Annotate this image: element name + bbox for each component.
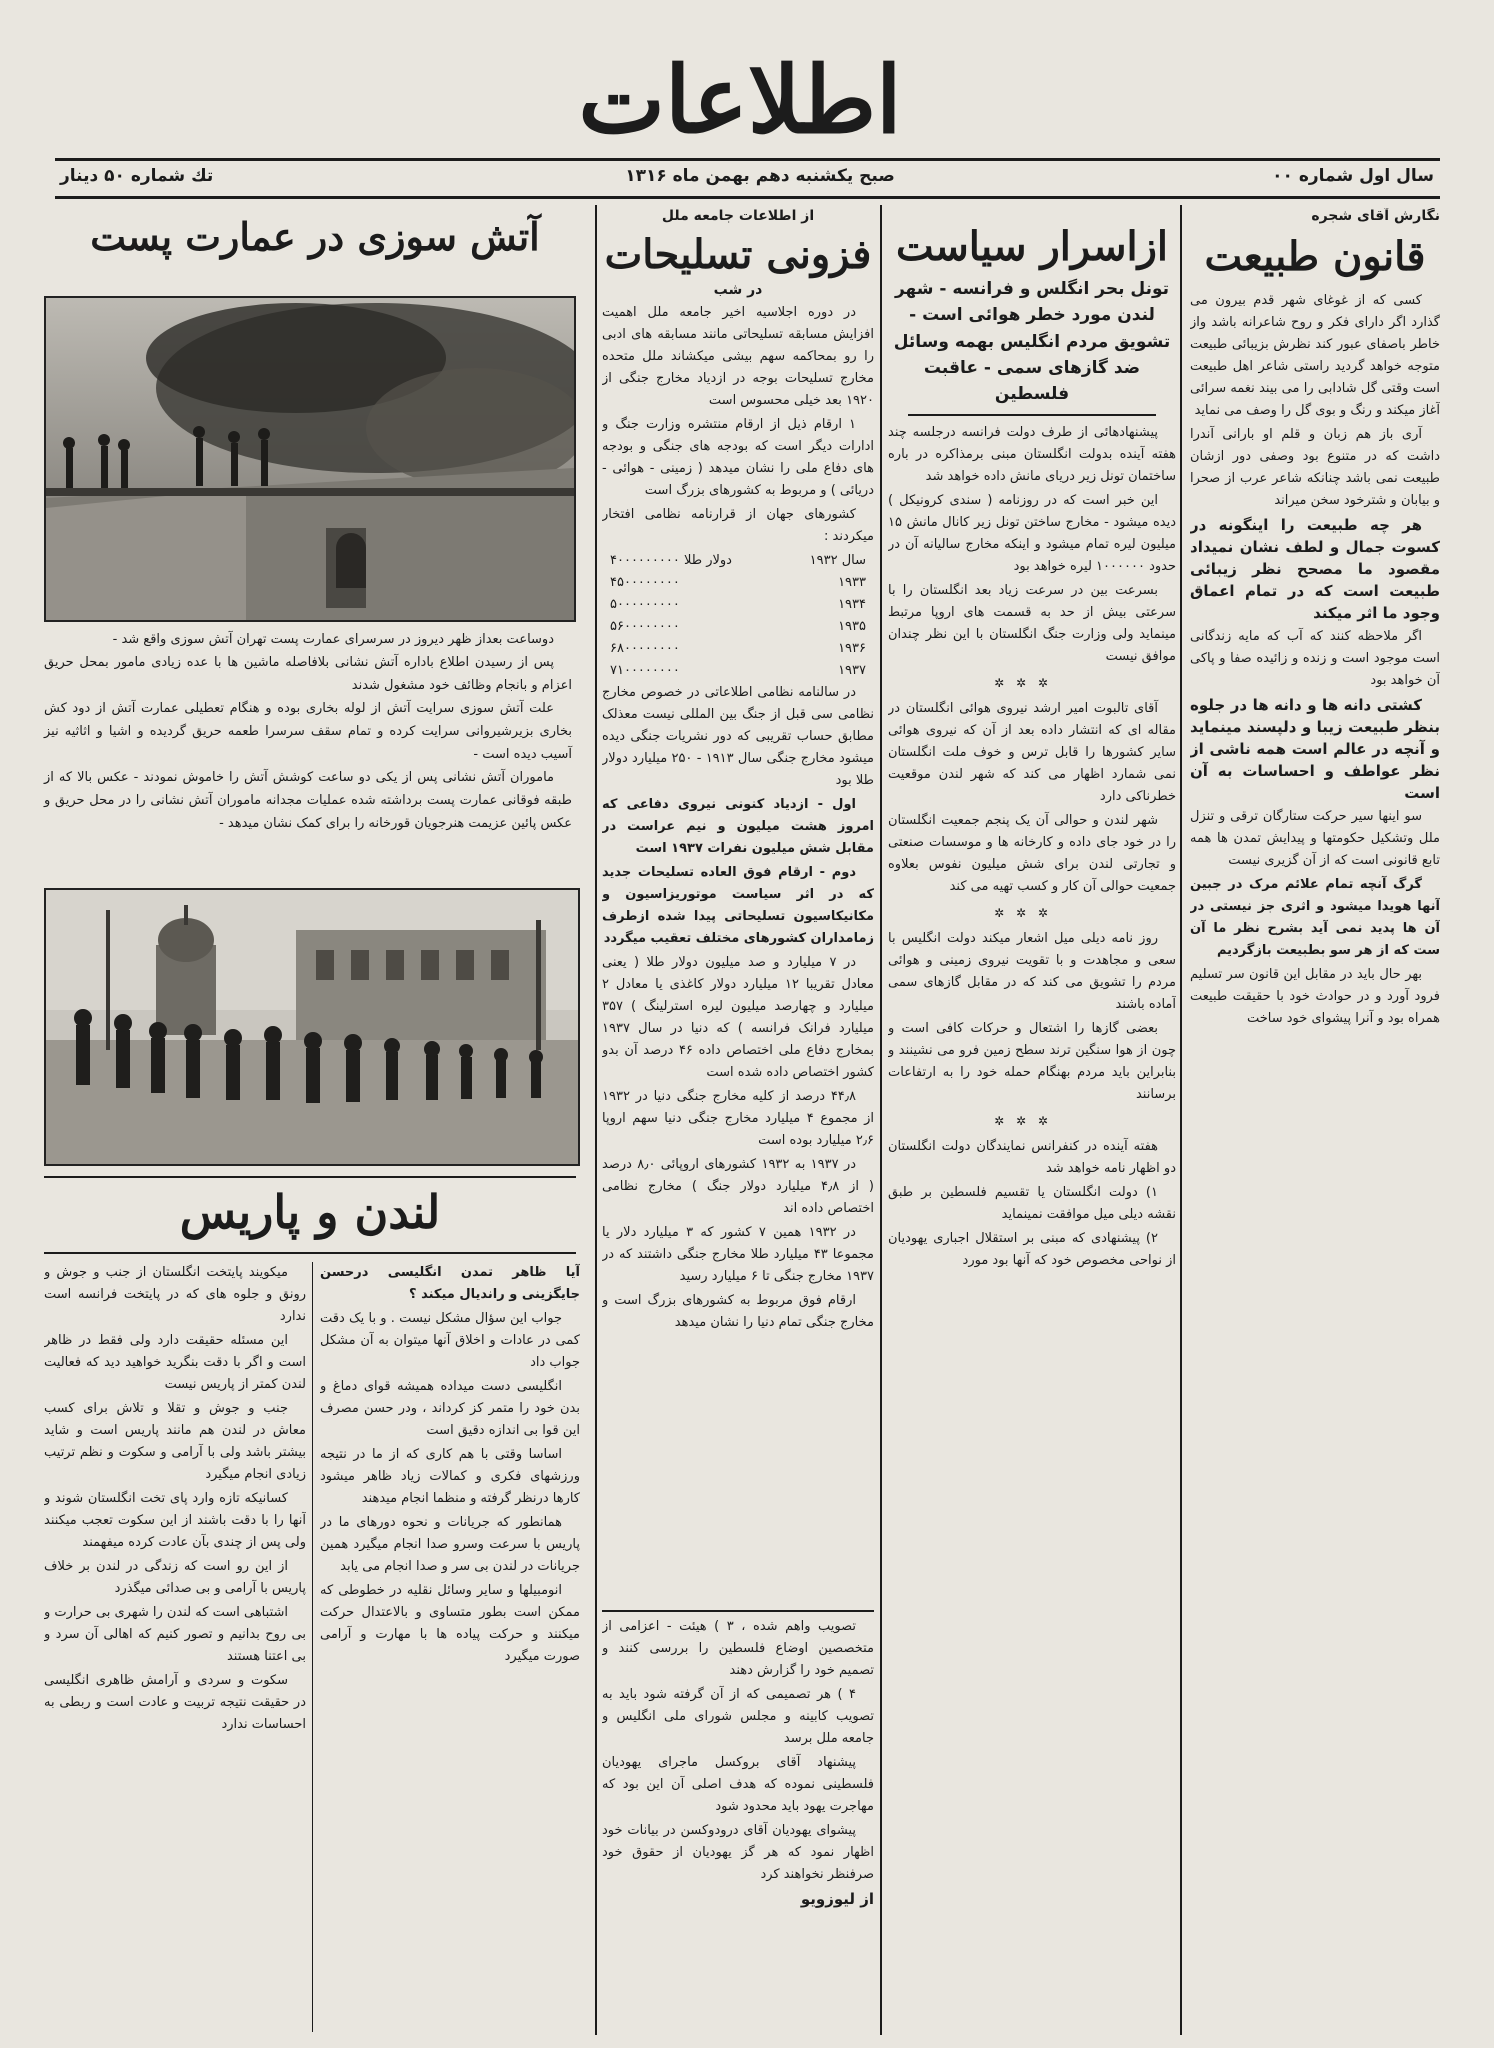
paragraph: آیا ظاهر تمدن انگلیسی درحسن جایگزینی و راندیال میکند ؟ <box>320 1265 580 1302</box>
masthead-rule-top <box>55 158 1440 161</box>
article-body <box>602 1616 874 1910</box>
article-headline: فزونی تسلیحات <box>604 231 872 278</box>
paragraph: اشتباهی است که لندن را شهری بی حرارت و بی روح بدانیم و تصور کنیم که اهالی آن سرد و بی اعتنا هستند <box>44 1605 306 1664</box>
paragraph: از این رو است که زندگی در لندن بر خلاف پاریس با آرامی و بی صدائی میگذرد <box>44 1559 306 1596</box>
paragraph: در دوره اجلاسیه اخیر جامعه ملل اهمیت افزایش مسابقه تسلیحاتی مانند مسابقه های ادبی را رو بمحاکمه سهم بیشی میکشاند ملل متحده مخارج تسلیحات بوجه در ازدیاد مخارج جنگی از ۱۹۲۰ بعد خیلی محسوس است <box>602 305 874 408</box>
paragraph: دوساعت بعداز ظهر دیروز در سرسرای عمارت پست تهران آتش سوزی واقع شد - <box>112 632 554 647</box>
paragraph: ۴۴٫۸ درصد از کلیه مخارج جنگی دنیا در ۱۹۳۲ از مجموع ۴ میلیارد مخارج جنگی دنیا سهم اروپا ۲٫۶ میلیارد بوده است <box>602 1089 874 1148</box>
paragraph: سو اینها سیر حرکت ستارگان ترقی و تنزل ملل وتشکیل حکومتها و پیدایش تمدن ها همه تابع قانونی است که از آن گزیری نیست <box>1190 809 1440 868</box>
paragraph: پیشنهادهائی از طرف دولت فرانسه درجلسه چند هفته آینده بدولت انگلستان مبنی برمذاکره در باره ساختمان تونل زیر دریای مانش داده خواهد شد <box>888 424 1176 484</box>
paragraph: پیشوای یهودیان آقای درودوکسن در بیانات خود اظهار نمود که هر گز یهودیان از حقوق خود صرفنظر نخواهند کرد <box>602 1823 874 1882</box>
issue-date: صبح یکشنبه دهم بهمن ماه ۱۳۱۶ <box>625 166 895 186</box>
paragraph: ۱ ارقام ذیل از ارقام منتشره وزارت جنگ و ادارات دیگر است که بودجه های جنگی و بودجه های دفاع ملی را نشان میدهد ( زمینی - هوائی - دریائی ) و مربوط به کشورهای بزرگ است <box>602 417 874 498</box>
article-author: نگارش آقای شجره <box>1311 208 1440 224</box>
paragraph: گرگ آنچه تمام علائم مرک در جبین آنها هویدا میشود و اثری جز نیستی در آن ها پدید نمی آید بشرح نظر ما آن ست که از هر سو بطبیعت بازگردیم <box>1190 877 1440 958</box>
paragraph: در ۷ میلیارد و صد میلیون دولار طلا ( یعنی معادل تقریبا ۱۲ میلیارد دولار کاغذی یا معادل ۲ میلیارد و چهارصد میلیون لیره استرلینگ ) ۳۵۷ میلیارد فرانک فرانسه ) که دنیا در سال ۱۹۳۷ بمخارج دفاع ملی اختصاص داده ۴۶ درصد آن بدو کشور اختصاص داده شده است <box>602 955 874 1080</box>
article-body <box>602 302 874 548</box>
column-divider <box>595 205 597 2035</box>
table-row: ۶۸۰۰۰۰۰۰۰۰ ۱۹۳۶ <box>610 641 866 656</box>
paragraph: جواب این سؤال مشکل نیست . و با یک دقت کمی در عادات و اخلاق آنها میتوان به آن مشکل جواب داد <box>320 1311 580 1370</box>
column-divider <box>312 1262 313 2032</box>
table-row: ۴۰۰۰۰۰۰۰۰۰ دولار طلا سال ۱۹۳۲ <box>610 553 866 568</box>
paragraph: ۱) دولت انگلستان یا تقسیم فلسطین بر طبق نقشه دیلی میل موافقت نمینماید <box>888 1184 1176 1222</box>
paragraph: جنب و جوش و تقلا و تلاش برای کسب معاش در لندن هم مانند پاریس است و شاید بیشتر باشد ولی با آرامی و سکوت و نظم ترتیب زیادی انجام میگیرد <box>44 1401 306 1482</box>
fire-headline: آتش سوزی در عمارت پست <box>90 214 540 259</box>
paragraph: ارقام فوق مربوط به کشورهای بزرگ است و مخارج جنگی تمام دنیا را نشان میدهد <box>602 1293 874 1330</box>
article-headline: ازاسرار سیاست <box>895 223 1169 270</box>
fire-caption <box>44 628 572 835</box>
parade-photo <box>44 888 580 1166</box>
parade-photo-image <box>46 890 578 1164</box>
column-divider <box>1180 205 1182 2035</box>
paragraph: میکویند پایتخت انگلستان از جنب و جوش و رونق و جلوه های که در پایتخت فرانسه است ندارد <box>44 1265 306 1324</box>
article-law-of-nature <box>1190 208 1440 2038</box>
paragraph: سکوت و سردی و آرامش ظاهری انگلیسی در حقیقت نتیجه تربیت و عادت است و ربطی به احساسات ندارد <box>44 1673 306 1732</box>
section-stars-icon: ✲ ✲ ✲ <box>994 675 1052 690</box>
table-row: ۴۵۰۰۰۰۰۰۰۰ ۱۹۳۳ <box>610 575 866 590</box>
paragraph: علت آتش سوزی سرایت آتش از لوله بخاری بوده و هنگام تعطیلی عمارت آتش از دود کش بخاری بزیرشیروانی سرایت کرده و تمام سقف سرسرا طعمه حریق گردیده و اشیا و اثاثیه نیز آسیب دیده است - <box>44 701 572 762</box>
paragraph: ماموران آتش نشانی پس از یکی دو ساعت کوشش آتش را خاموش نمودند - عکس بالا که از طبقه فوقانی عمارت پست برداشته شده عملیات مجدانه ماموران آتش نشانی را در محل حریق و عکس پائین عزیمت هنرجویان قورخانه را برای کمک نشان میدهد - <box>44 770 572 831</box>
article-political-secrets <box>888 208 1176 2038</box>
paragraph: در ۱۹۳۷ به ۱۹۳۲ کشورهای اروپائی ۸٫۰ درصد ( از ۴٫۸ میلیارد دولار جنگ ) مخارج نظامی اختصاص داده اند <box>602 1157 874 1216</box>
paragraph: آری باز هم زبان و قلم او بارانی آندرا داشت که در متنوع بود وصفی دور ازشان طبیعت نمی باشد چنانکه شاعر عرب از صحرا و بیابان و شترخود سخن میراند <box>1190 427 1440 508</box>
paragraph: اول - ازدیاد کنونی نیروی دفاعی که امروز هشت میلیون و نیم عراست در مقابل شش میلیون نفرات ۱۹۳۷ است <box>602 797 874 856</box>
paragraph: بهر حال باید در مقابل این قانون سر تسلیم فرود آورد و در حوادث خود با حقیقت طبیعت همراه بود و آنرا پیشوای خود ساخت <box>1190 967 1440 1026</box>
paragraph: در سالنامه نظامی اطلاعاتی در خصوص مخارج نظامی سی قبل از جنگ بین المللی نیست معذلک مطابق حساب تقریبی که دور نشریات جنگی دیده میشود مخارج جنگی سال ۱۹۱۳ - ۲۵۰ میلیارد دولار طلا بود <box>602 685 874 788</box>
paragraph: ۴ ) هر تصمیمی که از آن گرفته شود باید به تصویب کابینه و مجلس شورای ملی انگلیس و جامعه ملل برسد <box>602 1687 874 1746</box>
article-subheadline: تونل بحر انگلس و فرانسه - شهر لندن مورد خطر هوائی است - تشویق مردم انگلیس بهمه وسائل ضد گازهای سمی - عاقبت فلسطین <box>893 279 1171 405</box>
paragraph: اساسا وقتی با هم کاری که از ما در نتیجه ورزشهای فکری و کمالات زیاد ظاهر میشود کارها درنظر گرفته و منظما انجام میدهند <box>320 1447 580 1506</box>
spending-table <box>602 550 874 682</box>
paragraph: در ۱۹۳۲ همین ۷ کشور که ۳ میلیارد دلار یا مجموعا ۴۳ میلیارد طلا مخارج جنگی داشتند که در ۱۹۳۷ مخارج جنگی تا ۶ میلیارد رسید <box>602 1225 874 1284</box>
paragraph: هفته آینده در کنفرانس نمایندگان دولت انگلستان دو اظهار نامه خواهد شد <box>888 1138 1176 1176</box>
paragraph: انگلیسی دست میداده همیشه قوای دماغ و بدن خود را متمر کز کرداند ، ودر حسن مصرف این قوا بی اندازه دقیق است <box>320 1379 580 1438</box>
article-headline: قانون طبیعت <box>1204 233 1426 280</box>
paragraph: هر چه طبیعت را اینگونه در کسوت جمال و لطف نشان نمیداد مقصود ما مصحح نظر زیبائی طبیعت است که در تمام اعماق وجود ما اثر میکند <box>1190 516 1440 622</box>
paragraph: تصویب واهم شده ، ۳ ) هیئت - اعزامی از متخصصین اوضاع فلسطین را بررسی کنند و تصمیم خود را گزارش دهند <box>602 1619 874 1678</box>
article-body <box>320 1262 580 1668</box>
section-rule <box>44 1252 576 1254</box>
paragraph: شهر لندن و حوالی آن یک پنجم جمعیت انگلستان را در خود جای داده و کارخانه ها و موسسات صنعتی و تجارتی لندن برای شش میلیون نفوس بعلاوه جمعیت حوالی آن کار و کسب تهیه می کند <box>888 812 1176 894</box>
issue-price: تك شماره ۵۰ دینار <box>60 166 214 186</box>
article-source: از اطلاعات جامعه ملل <box>661 208 815 224</box>
article-body <box>888 422 1176 1272</box>
paragraph: همانطور که جریانات و نحوه دورهای ما در پاریس با سرعت وسرو صدا انجام میگیرد همین جریانات در لندن بی سر و صدا انجام می یابد <box>320 1515 580 1574</box>
article-body <box>602 682 874 1334</box>
article-continuation <box>602 1616 874 2031</box>
paragraph: انومبیلها و سایر وسائل نقلیه در خطوطی که ممکن است بطور متساوی و بالاعتدال حرکت میکنند و حرکت پیاده ها با مهارت و آرامی صورت میگیرد <box>320 1583 580 1664</box>
column-divider <box>880 205 882 2035</box>
article-source: از لیوزویو <box>800 1890 874 1908</box>
paragraph: این خبر است که در روزنامه ( سندی کرونیکل ) دیده میشود - مخارج ساختن تونل زیر کانال مانش ۱۵ میلیون لیره تمام میشود و اینکه مخارج سالیانه آن در حدود ۱۰۰۰۰۰۰ لیره خواهد بود <box>888 492 1176 574</box>
table-row: ۵۶۰۰۰۰۰۰۰۰ ۱۹۳۵ <box>610 619 866 634</box>
paragraph: دوم - ارقام فوق العاده تسلیحات جدید که در اثر سیاست موتوریزاسیون و مکانیکاسیون تسلیحاتی پیدا شده ازطرف زمامداران کشورهای مختلف تعقیب میگردد <box>602 865 874 946</box>
paragraph: بسرعت بین در سرعت زیاد بعد انگلستان را با سرعتی بیش از حد به قسمت های اروپا مرتبط مینماید ولی وزارت جنگ انگلستان با این نظر چندان موافق نیست <box>888 582 1176 664</box>
section-stars-icon: ✲ ✲ ✲ <box>994 905 1052 920</box>
london-paris-column-right <box>320 1262 580 2032</box>
masthead-rule-bottom <box>55 196 1440 199</box>
masthead-title: اطلاعات <box>578 46 902 154</box>
paragraph: آقای تالبوت امیر ارشد نیروی هوائی انگلستان در مقاله ای که انتشار داده بعد از آن که نیروی هوائی سایر کشورها را قابل ترس و خوف ملت انگلستان نمی شمارد اظهار می کند که شهر لندن موقعیت خطرناکی دارد <box>888 700 1176 804</box>
paragraph: بعضی گازها را اشتعال و حرکات کافی است و چون از هوا سنگین ترند سطح زمین فرو می نشینند و بنابراین باید مردم بهنگام حمله خود را به ارتفاعات برسانند <box>888 1020 1176 1102</box>
fire-photo-image <box>46 298 574 620</box>
paragraph: پس از رسیدن اطلاع باداره آتش نشانی بلافاصله ماشین ها با عده زیادی مامور بمحل حریق اعزام و بانجام وظائف خود مشغول شدند <box>44 655 572 693</box>
article-body <box>44 1262 306 1736</box>
london-paris-headline: لندن و پاریس <box>179 1185 441 1239</box>
paragraph: کشتی دانه ها و دانه ها در جلوه بنظر طبیعت زیبا و دلپسند مینماید و آنچه در عالم است همه ناشی از نظر عواطف و احساسات به آن است <box>1190 696 1440 802</box>
table-row: ۵۰۰۰۰۰۰۰۰۰ ۱۹۳۴ <box>610 597 866 612</box>
table-row: ۷۱۰۰۰۰۰۰۰۰ ۱۹۳۷ <box>610 663 866 678</box>
article-byline: در شب <box>713 282 763 298</box>
paragraph: روز نامه دیلی میل اشعار میکند دولت انگلیس با سعی و مجاهدت و با تقویت نیروی زمینی و هوائی مردم را تشویق می کند که در مقابل گازهای سمی آماده باشند <box>888 930 1176 1012</box>
section-stars-icon: ✲ ✲ ✲ <box>994 1113 1052 1128</box>
section-rule <box>44 1176 576 1178</box>
paragraph: اگر ملاحظه کنند که آب که مایه زندگانی است موجود است و زنده و زائیده صفا و پاکی آن خواهد بود <box>1190 629 1440 688</box>
fire-photo <box>44 296 576 622</box>
section-rule <box>602 1610 874 1612</box>
paragraph: کسانیکه تازه وارد پای تخت انگلستان شوند و آنها را با دقت باشند از این سکوت تعجب میکنند ولی پس از چندی بآن عادت کرده میفهمند <box>44 1491 306 1550</box>
paragraph: ۲) پیشنهادی که مبنی بر استقلال اجباری یهودیان از نواحی مخصوص خود که آنها بود مورد <box>888 1230 1176 1268</box>
paragraph: پیشنهاد آقای بروکسل ماجرای یهودیان فلسطینی نموده که هدف اصلی آن این بود که مهاجرت یهود باید محدود شود <box>602 1755 874 1814</box>
paragraph: کسی که از غوغای شهر قدم بیرون می گذارد اگر دارای فکر و روح شاعرانه باشد واز خاطر باصفای عبور کند نظرش بزیبائی طبیعت متوجه خواهد گردید راستی شاعر اهل طبیعت است وقتی گل شادابی را می بیند نغمه سرائی آغاز میکند و رنگ و بوی گل را وصف می نماید <box>1190 293 1440 418</box>
divider <box>908 414 1156 416</box>
paragraph: کشورهای جهان از قرارنامه نظامی افتخار میکردند : <box>602 507 874 544</box>
volume-number: سال اول شماره ۰۰ <box>1272 166 1434 186</box>
london-paris-column-left <box>44 1262 306 2032</box>
article-body <box>1190 290 1440 1030</box>
paragraph: این مسئله حقیقت دارد ولی فقط در ظاهر است و اگر با دقت بنگرید خواهید دید که فعالیت لندن کمتر از پاریس نیست <box>44 1333 306 1392</box>
